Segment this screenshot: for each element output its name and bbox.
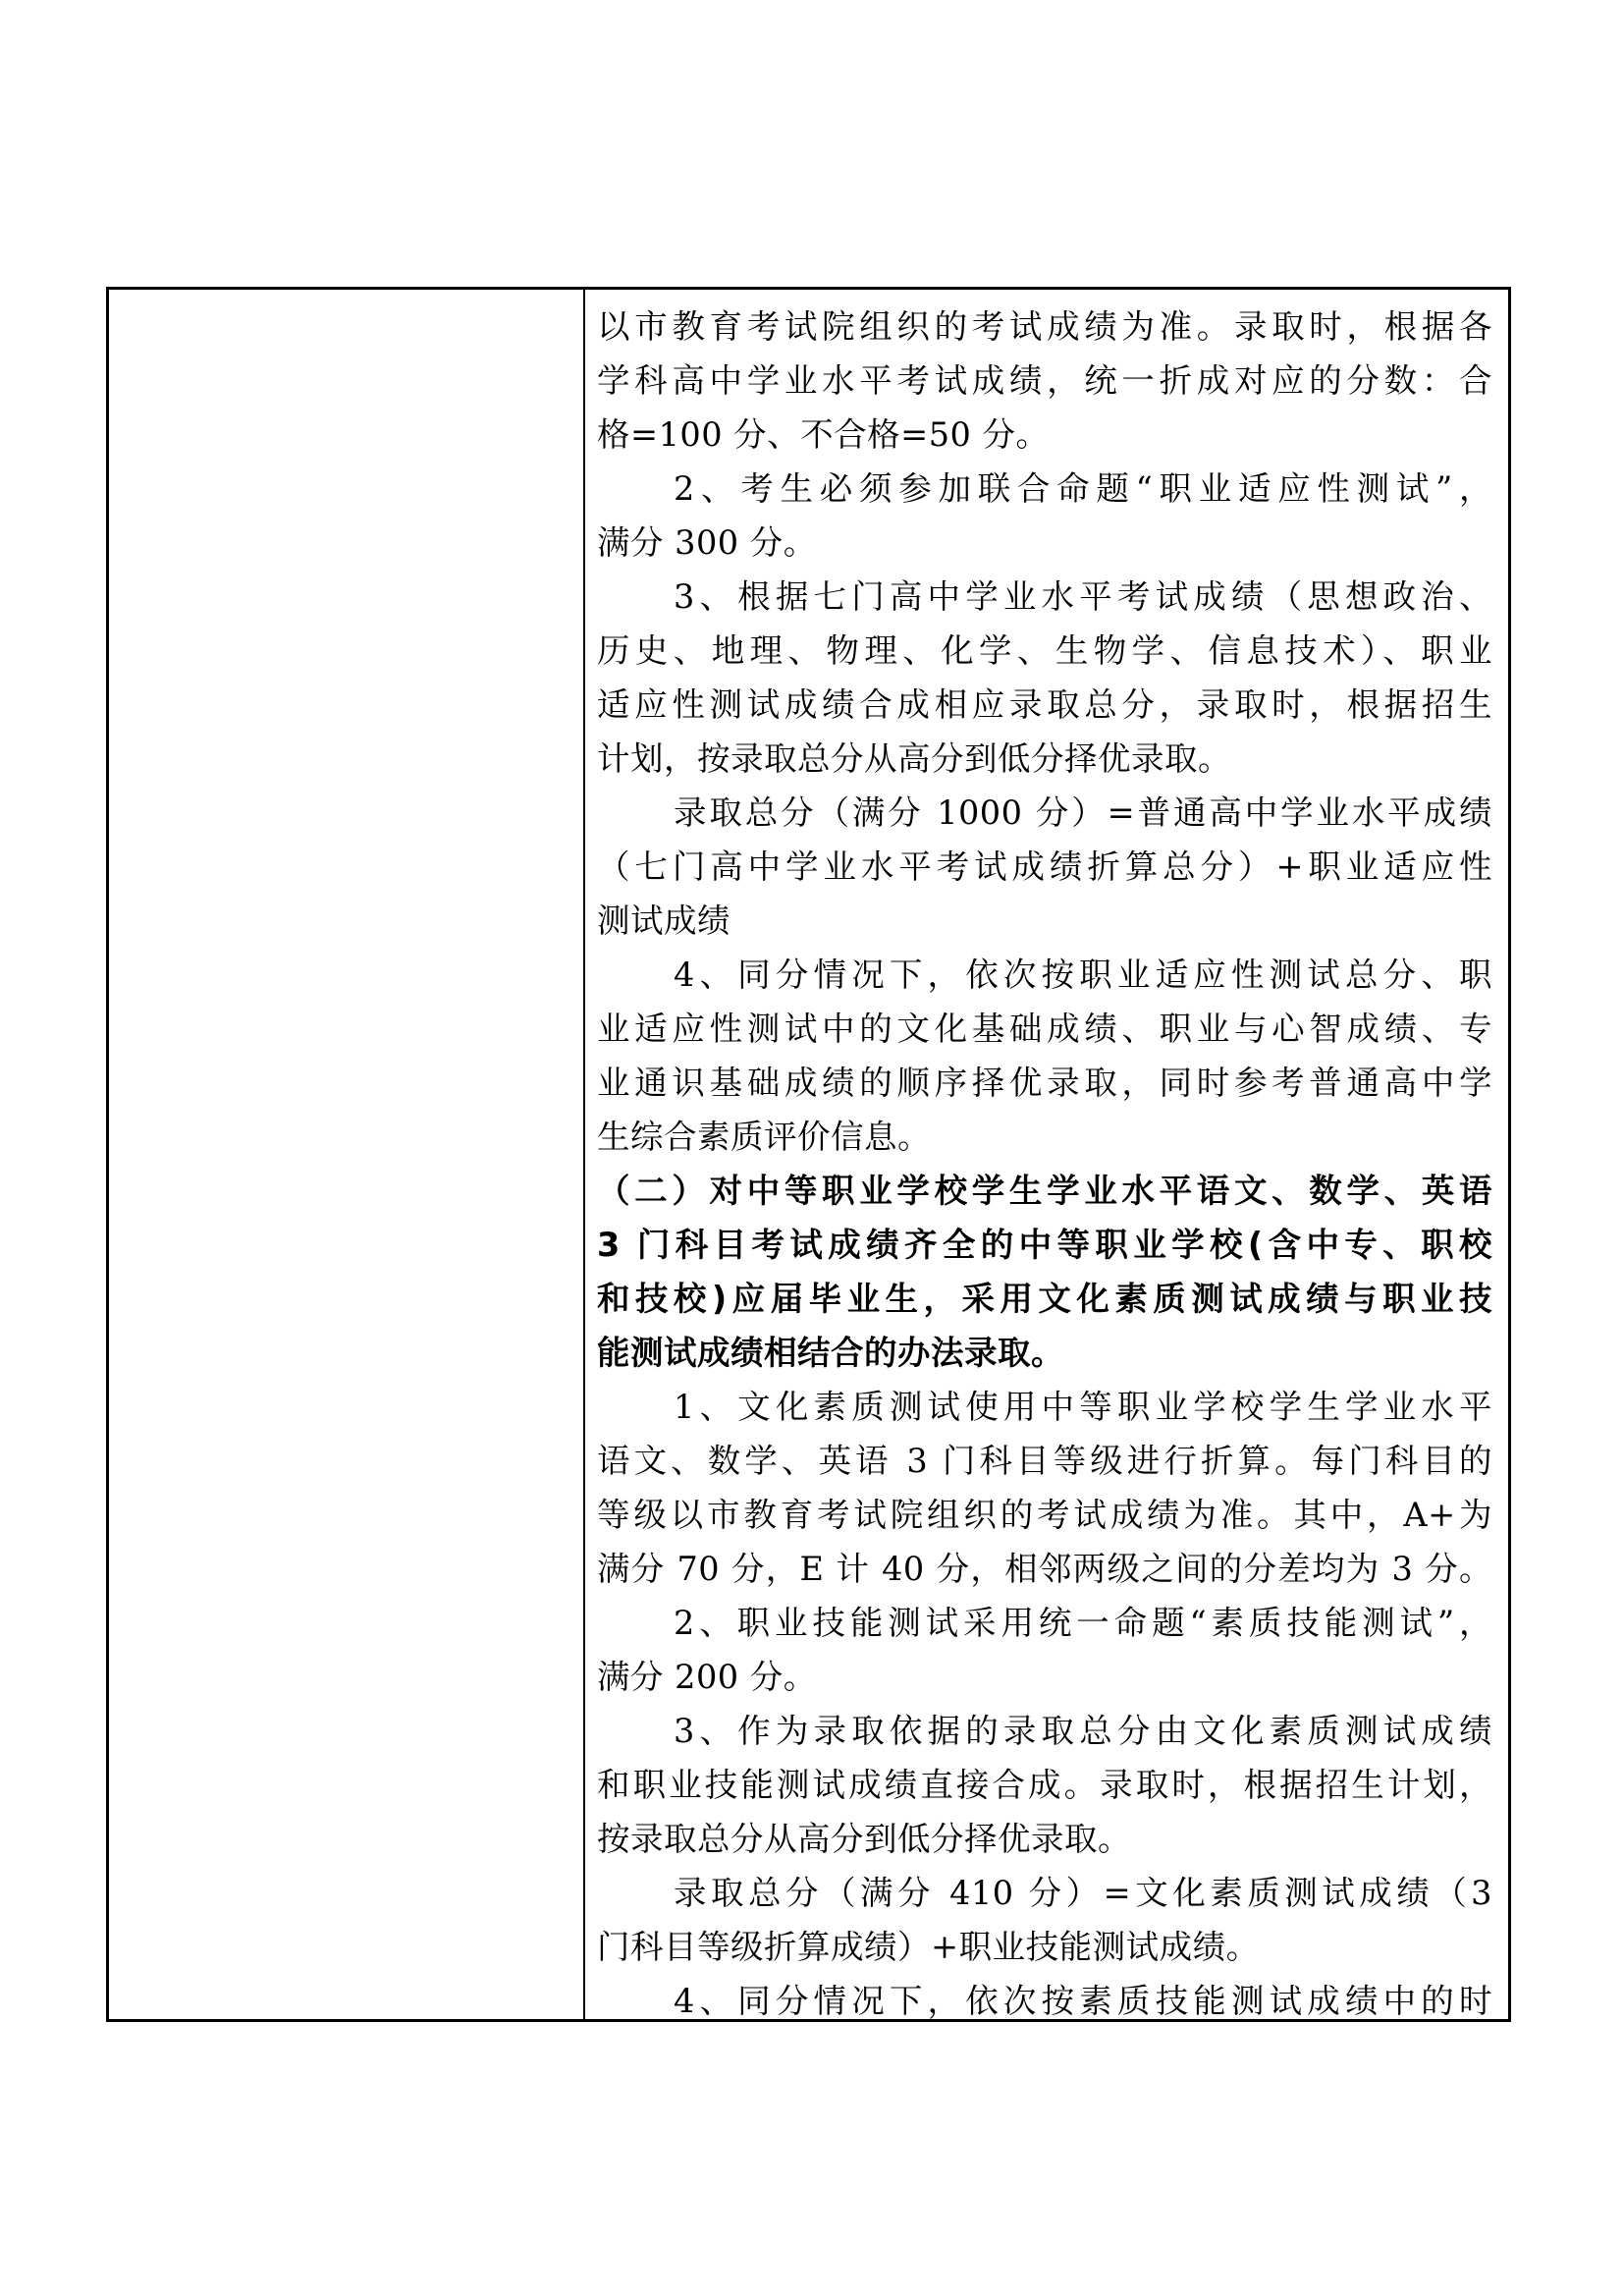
text-line: （七门高中学业水平考试成绩折算总分）+职业适应性 bbox=[597, 847, 1492, 886]
text-line: 4、同分情况下，依次按职业适应性测试总分、职 bbox=[674, 956, 1492, 994]
text-line: 4、同分情况下，依次按素质技能测试成绩中的时 bbox=[674, 1982, 1492, 2019]
text-line: 以市教育考试院组织的考试成绩为准。录取时，根据各 bbox=[597, 307, 1492, 346]
text-line: 等级以市教育考试院组织的考试成绩为准。其中，A+为 bbox=[597, 1496, 1492, 1534]
text-line: 满分 70 分，E 计 40 分，相邻两级之间的分差均为 3 分。 bbox=[597, 1550, 1492, 1588]
text-line: 能测试成绩相结合的办法录取。 bbox=[597, 1334, 1064, 1372]
text-line: 2、考生必须参加联合命题“职业适应性测试”， bbox=[674, 469, 1492, 508]
text-line: 录取总分（满分 410 分）=文化素质测试成绩（3 bbox=[674, 1874, 1492, 1912]
text-line: 3、作为录取依据的录取总分由文化素质测试成绩 bbox=[674, 1712, 1492, 1750]
text-line: 历史、地理、物理、化学、生物学、信息技术）、职业 bbox=[597, 631, 1492, 670]
table-left-cell bbox=[109, 290, 585, 2019]
text-line: 满分 200 分。 bbox=[597, 1658, 817, 1696]
text-line: 2、职业技能测试采用统一命题“素质技能测试”， bbox=[674, 1604, 1492, 1642]
text-line: 和技校)应届毕业生，采用文化素质测试成绩与职业技 bbox=[597, 1280, 1492, 1318]
text-line: 适应性测试成绩合成相应录取总分，录取时，根据招生 bbox=[597, 685, 1492, 724]
text-line: 1、文化素质测试使用中等职业学校学生学业水平 bbox=[674, 1388, 1492, 1426]
text-line: 业适应性测试中的文化基础成绩、职业与心智成绩、专 bbox=[597, 1010, 1492, 1048]
text-line: 录取总分（满分 1000 分）=普通高中学业水平成绩 bbox=[674, 793, 1492, 832]
text-line: 门科目等级折算成绩）+职业技能测试成绩。 bbox=[597, 1928, 1260, 1966]
text-line: 格=100 分、不合格=50 分。 bbox=[597, 415, 1050, 454]
content-table bbox=[106, 287, 1511, 2022]
text-line: 测试成绩 bbox=[597, 902, 730, 940]
text-line: 3 门科目考试成绩齐全的中等职业学校(含中专、职校 bbox=[597, 1226, 1492, 1264]
text-line: 学科高中学业水平考试成绩，统一折成对应的分数：合 bbox=[597, 361, 1492, 400]
text-line: 计划，按录取总分从高分到低分择优录取。 bbox=[597, 739, 1231, 778]
text-line: 生综合素质评价信息。 bbox=[597, 1118, 931, 1156]
text-line: 业通识基础成绩的顺序择优录取，同时参考普通高中学 bbox=[597, 1064, 1492, 1102]
table-right-cell bbox=[585, 290, 1508, 2019]
text-line: 满分 300 分。 bbox=[597, 523, 817, 562]
text-line: （二）对中等职业学校学生学业水平语文、数学、英语 bbox=[597, 1172, 1492, 1210]
text-line: 按录取总分从高分到低分择优录取。 bbox=[597, 1820, 1131, 1858]
text-line: 和职业技能测试成绩直接合成。录取时，根据招生计划， bbox=[597, 1766, 1492, 1804]
text-line: 3、根据七门高中学业水平考试成绩（思想政治、 bbox=[674, 577, 1492, 616]
text-line: 语文、数学、英语 3 门科目等级进行折算。每门科目的 bbox=[597, 1442, 1492, 1480]
